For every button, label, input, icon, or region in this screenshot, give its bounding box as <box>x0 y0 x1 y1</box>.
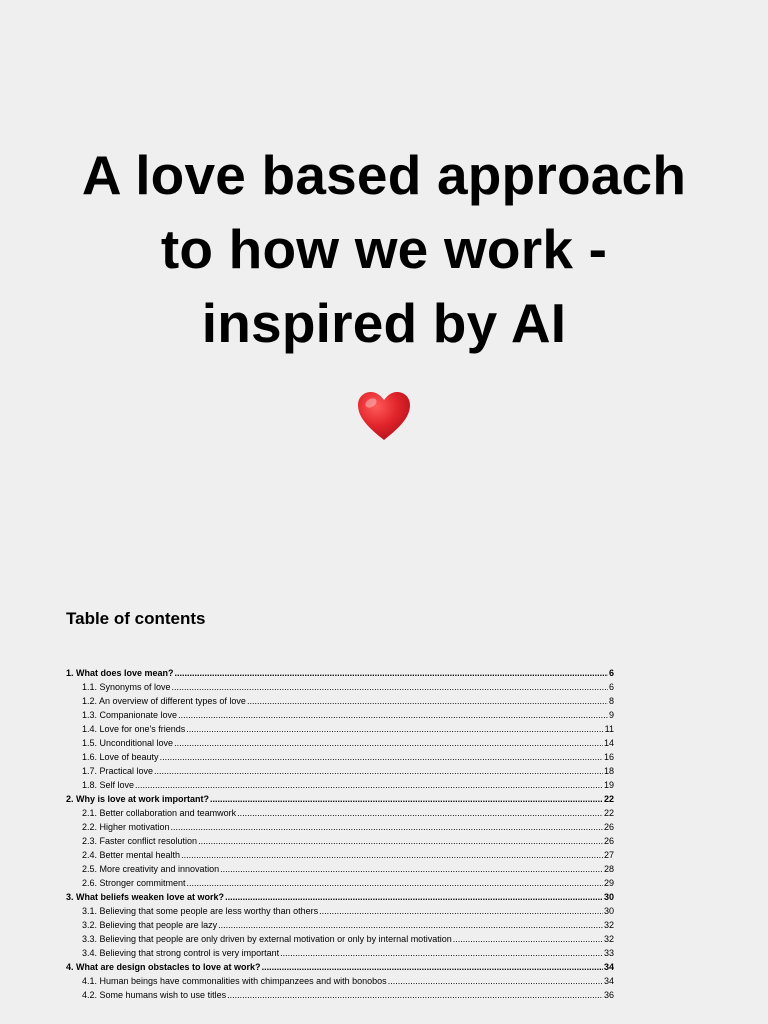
heart-svg <box>354 388 414 444</box>
toc-entry-title: 4.2. Some humans wish to use titles <box>82 990 227 1000</box>
toc-dot-leader <box>174 736 603 750</box>
toc-dot-leader <box>227 988 603 1002</box>
document-title <box>40 138 728 360</box>
toc-section-entry[interactable] <box>66 750 614 764</box>
toc-section-entry[interactable] <box>66 834 614 848</box>
toc-section-entry[interactable] <box>66 848 614 862</box>
toc-dot-leader <box>181 848 603 862</box>
toc-page-number: 32 <box>603 920 614 930</box>
toc-page-number: 6 <box>608 682 614 692</box>
toc-section-entry[interactable] <box>66 820 614 834</box>
toc-dot-leader <box>171 820 603 834</box>
toc-page-number: 8 <box>608 696 614 706</box>
toc-section-entry[interactable] <box>66 764 614 778</box>
toc-page-number: 22 <box>603 794 614 804</box>
toc-dot-leader <box>247 694 608 708</box>
toc-page-number: 32 <box>603 934 614 944</box>
toc-chapter-entry[interactable] <box>66 792 614 806</box>
toc-entry-title: 2.1. Better collaboration and teamwork <box>82 808 237 818</box>
toc-section-entry[interactable] <box>66 918 614 932</box>
toc-section-entry[interactable] <box>66 778 614 792</box>
toc-section-entry[interactable] <box>66 694 614 708</box>
red-heart-icon <box>354 388 414 444</box>
toc-dot-leader <box>154 764 603 778</box>
toc-entry-title: 2.3. Faster conflict resolution <box>82 836 198 846</box>
toc-entry-title: 2.5. More creativity and innovation <box>82 864 220 874</box>
toc-entry-title: 1.3. Companionate love <box>82 710 178 720</box>
toc-page-number: 30 <box>603 906 614 916</box>
toc-dot-leader <box>175 666 608 680</box>
toc-dot-leader <box>225 890 603 904</box>
toc-page-number: 36 <box>603 990 614 1000</box>
toc-dot-leader <box>237 806 603 820</box>
toc-dot-leader <box>172 680 608 694</box>
toc-page-number: 34 <box>603 962 614 972</box>
toc-dot-leader <box>186 722 603 736</box>
toc-page-number: 34 <box>603 976 614 986</box>
toc-entry-title: 1.2. An overview of different types of love <box>82 696 246 706</box>
toc-entry-title: 2.6. Stronger commitment <box>82 878 186 888</box>
toc-entry-title: 3. What beliefs weaken love at work? <box>66 892 225 902</box>
toc-dot-leader <box>319 904 603 918</box>
toc-page-number: 14 <box>603 738 614 748</box>
toc-dot-leader <box>453 932 603 946</box>
toc-entry-title: 2. Why is love at work important? <box>66 794 210 804</box>
toc-page-number: 30 <box>603 892 614 902</box>
toc-dot-leader <box>280 946 603 960</box>
toc-page-number: 26 <box>603 836 614 846</box>
toc-section-entry[interactable] <box>66 708 614 722</box>
toc-page-number: 33 <box>603 948 614 958</box>
heart-shape <box>358 392 410 440</box>
toc-entry-title: 2.2. Higher motivation <box>82 822 170 832</box>
toc-page-number: 27 <box>603 850 614 860</box>
toc-page-number: 22 <box>603 808 614 818</box>
toc-entry-title: 1. What does love mean? <box>66 668 174 678</box>
toc-section-entry[interactable] <box>66 988 614 1002</box>
toc-dot-leader <box>187 876 603 890</box>
toc-entry-title: 3.1. Believing that some people are less worthy than others <box>82 906 319 916</box>
toc-dot-leader <box>388 974 603 988</box>
toc-entry-title: 1.8. Self love <box>82 780 135 790</box>
toc-entry-title: 2.4. Better mental health <box>82 850 181 860</box>
toc-page-number: 26 <box>603 822 614 832</box>
toc-section-entry[interactable] <box>66 680 614 694</box>
toc-entry-title: 1.7. Practical love <box>82 766 154 776</box>
toc-page-number: 16 <box>603 752 614 762</box>
toc-chapter-entry[interactable] <box>66 666 614 680</box>
toc-section-entry[interactable] <box>66 736 614 750</box>
toc-entry-title: 3.3. Believing that people are only driven by external motivation or only by internal motivation <box>82 934 452 944</box>
toc-heading: Table of contents <box>66 609 206 628</box>
toc-entry-title: 1.4. Love for one's friends <box>82 724 186 734</box>
toc-entry-title: 1.6. Love of beauty <box>82 752 159 762</box>
toc-section-entry[interactable] <box>66 904 614 918</box>
table-of-contents <box>66 666 614 1002</box>
toc-dot-leader <box>210 792 603 806</box>
toc-dot-leader <box>198 834 603 848</box>
toc-dot-leader <box>220 862 603 876</box>
toc-page-number: 28 <box>603 864 614 874</box>
toc-section-entry[interactable] <box>66 806 614 820</box>
title-line: A love based approach <box>81 144 687 206</box>
toc-entry-title: 3.4. Believing that strong control is very important <box>82 948 280 958</box>
toc-dot-leader <box>160 750 603 764</box>
toc-section-entry[interactable] <box>66 862 614 876</box>
toc-page-number: 6 <box>608 668 614 678</box>
title-line: inspired by AI <box>201 292 567 354</box>
toc-section-entry[interactable] <box>66 722 614 736</box>
toc-entry-title: 3.2. Believing that people are lazy <box>82 920 218 930</box>
toc-page-number: 11 <box>604 724 614 734</box>
toc-entry-title: 4. What are design obstacles to love at work? <box>66 962 261 972</box>
toc-section-entry[interactable] <box>66 876 614 890</box>
toc-entry-title: 1.1. Synonyms of love <box>82 682 171 692</box>
toc-dot-leader <box>178 708 608 722</box>
toc-page-number: 9 <box>608 710 614 720</box>
toc-entry-title: 1.5. Unconditional love <box>82 738 174 748</box>
toc-entry-title: 4.1. Human beings have commonalities with chimpanzees and with bonobos <box>82 976 387 986</box>
toc-chapter-entry[interactable] <box>66 960 614 974</box>
toc-section-entry[interactable] <box>66 946 614 960</box>
toc-page-number: 19 <box>603 780 614 790</box>
toc-section-entry[interactable] <box>66 932 614 946</box>
toc-dot-leader <box>218 918 603 932</box>
toc-page-number: 18 <box>603 766 614 776</box>
title-line: to how we work - <box>160 218 608 280</box>
toc-page-number: 29 <box>603 878 614 888</box>
toc-section-entry[interactable] <box>66 974 614 988</box>
toc-dot-leader <box>135 778 603 792</box>
toc-chapter-entry[interactable] <box>66 890 614 904</box>
toc-dot-leader <box>262 960 603 974</box>
